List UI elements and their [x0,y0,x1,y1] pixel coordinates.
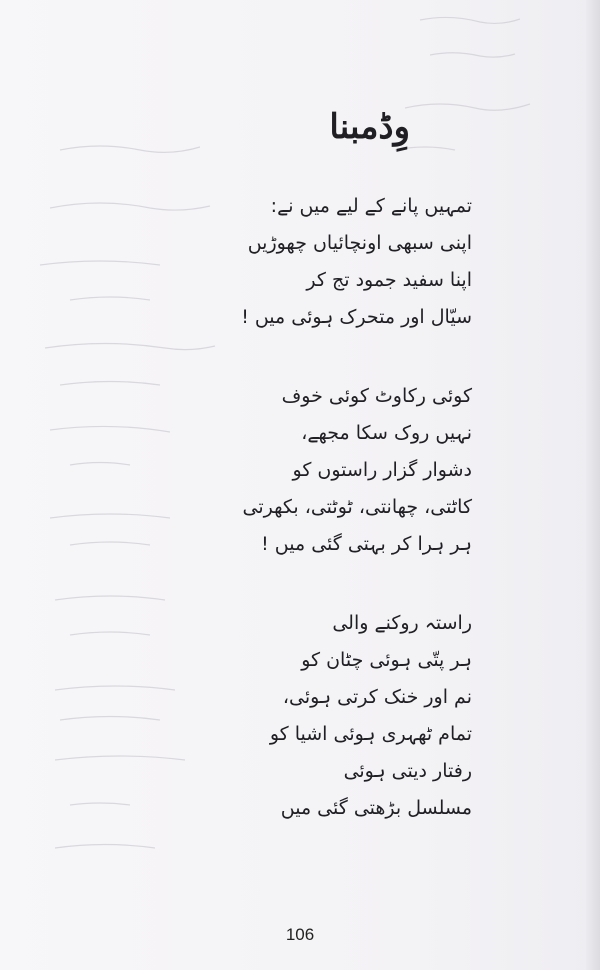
poem-line: کوئی رکاوٹ کوئی خوف [281,385,472,407]
page-number: 106 [285,925,315,944]
stanza-2 [172,378,472,563]
poem-line: دشوار گزار راستوں کو [292,459,472,481]
poem-line: تمہیں پانے کے لیے میں نے: [270,195,472,217]
poem-line: ہر ہرا کر بہتی گئی میں ! [261,533,472,555]
poem-line: نم اور خنک کرتی ہوئی، [282,686,472,708]
poem-line: اپنا سفید جمود تج کر [306,269,472,291]
poem [172,107,472,869]
poem-line: کاٹتی، چھانتی، ٹوٹتی، بکھرتی [242,496,472,518]
poem-line: نہیں روک سکا مجھے، [301,422,472,444]
poem-line: مسلسل بڑھتی گئی میں [280,797,472,819]
page-spine-shadow [586,0,600,970]
stanza-1 [172,188,472,336]
stanza-3 [172,605,472,827]
poem-line: تمام ٹھہری ہوئی اشیا کو [269,723,472,745]
poem-line: راستہ روکنے والی [332,612,472,634]
poem-title: وِڈمبنا [329,107,410,147]
poem-line: رفتار دیتی ہوئی [343,760,472,782]
poem-line: ہر پتّی ہوئی چٹان کو [301,649,472,671]
poem-line: اپنی سبھی اونچائیاں چھوڑیں [247,232,472,254]
poem-line: سیّال اور متحرک ہوئی میں ! [241,306,472,328]
